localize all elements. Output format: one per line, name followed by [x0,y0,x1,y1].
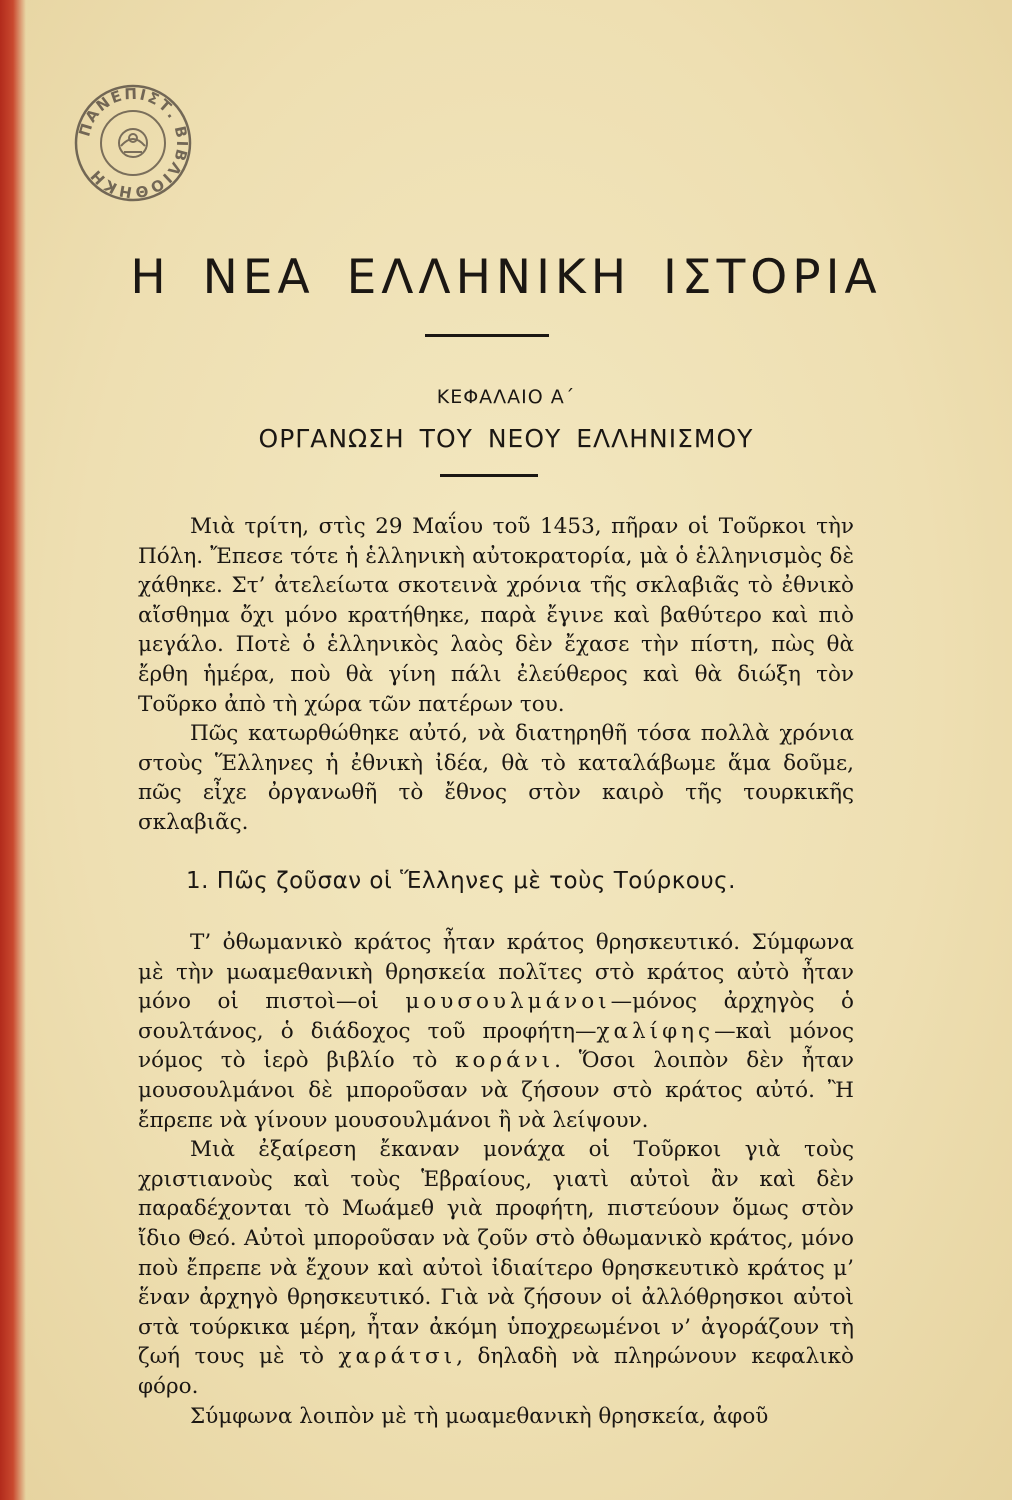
emphasized-term: μουσουλμάνοι [405,989,611,1015]
chapter-title: ΟΡΓΑΝΩΣΗ ΤΟΥ ΝΕΟΥ ΕΛΛΗΝΙΣΜΟΥ [258,424,754,453]
page-edge [0,0,26,1500]
emphasized-term: χαράτσι [338,1344,457,1370]
page-title: Η ΝΕΑ ΕΛΛΗΝΙΚΗ ΙΣΤΟΡΙΑ [130,250,882,305]
library-stamp [72,82,194,204]
title-divider [425,334,549,337]
paragraph: Σύμφωνα λοιπὸν μὲ τὴ μωαμεθανικὴ θρησκεία, ἀφοῦ [190,1403,769,1429]
intro-text [138,512,854,838]
chapter-divider [440,474,538,477]
paragraph: Μιὰ τρίτη, στὶς 29 Μαΐου τοῦ 1453, πῆραν οἱ Τοῦρκοι τὴν Πόλη. Ἔπεσε τότε ἡ ἑλληνικὴ αὐτοκρατορία, μὰ ὁ ἑλληνισμὸς δὲ χάθηκε. Στ’ ἀτελείωτα σκοτεινὰ χρόνια τῆς σκλαβιᾶς τὸ ἐθνικὸ αἴσθημα ὄχι μόνο κρατήθηκε, παρὰ ἔγινε καὶ βαθύτερο καὶ πιὸ μεγάλο. Ποτὲ ὁ ἑλληνικὸς λαὸς δὲν ἔχασε τὴν πίστη, πὼς θὰ ἔρθη ἡμέρα, ποὺ θὰ γίνη πάλι ἐλεύθερος καὶ θὰ διώξη τὸν Τοῦρκο ἀπὸ τὴ χώρα τῶν πατέρων του. [138,514,854,717]
stamp-text: ΠΑΝΕΠΙΣΤ. ΒΙΒΛΙΟΘΗΚΗ [75,84,192,202]
section-text [138,928,854,1431]
chapter-label: ΚΕΦΑΛΑΙΟ Α΄ [436,386,576,408]
paragraph: Τ’ ὀθωμανικὸ κράτος ἦταν κράτος θρησκευτικό. Σύμφωνα μὲ τὴν μωαμεθανικὴ θρησκεία πολῖτες στὸ κράτος αὐτὸ ἦταν μόνο οἱ πιστοὶ—οἱ μουσουλμάνοι—μόνος ἀρχηγὸς ὁ σουλτάνος, ὁ διάδοχος τοῦ προφήτη—χαλίφης—καὶ μόνος νόμος τὸ ἱερὸ βιβλίο τὸ κοράνι. Ὅσοι λοιπὸν δὲν ἦταν μουσουλμάνοι δὲ μποροῦσαν νὰ ζήσουν στὸ κράτος αὐτό. Ἢ ἔπρεπε νὰ γίνουν μουσουλμάνοι ἢ νὰ λείψουν. [138,930,855,1133]
emphasized-term: χαλίφης [596,1018,715,1044]
section-heading: 1. Πῶς ζοῦσαν οἱ Ἕλληνες μὲ τοὺς Τούρκους. [186,868,736,894]
emphasized-term: κοράνι [455,1048,555,1074]
paragraph: Πῶς κατωρθώθηκε αὐτό, νὰ διατηρηθῆ τόσα πολλὰ χρόνια στοὺς Ἕλληνες ἡ ἐθνικὴ ἰδέα, θὰ τὸ καταλάβωμε ἅμα δοῦμε, πῶς εἶχε ὀργανωθῆ τὸ ἔθνος στὸν καιρὸ τῆς τουρκικῆς σκλαβιᾶς. [138,721,854,835]
emblem-icon [119,129,147,157]
paragraph: Μιὰ ἐξαίρεση ἔκαναν μονάχα οἱ Τοῦρκοι γιὰ τοὺς χριστιανοὺς καὶ τοὺς Ἑβραίους, γιατὶ αὐτοὶ ἂν καὶ δὲν παραδέχονται τὸ Μωάμεθ γιὰ προφήτη, πιστεύουν ὅμως στὸν ἴδιο Θεό. Αὐτοὶ μποροῦσαν νὰ ζοῦν στὸ ὀθωμανικὸ κράτος, μόνο ποὺ ἔπρεπε νὰ ἔχουν καὶ αὐτοὶ ἰδιαίτερο θρησκευτικὸ κράτος μ’ ἕναν ἀρχηγὸ θρησκευτικό. Γιὰ νὰ ζήσουν οἱ ἀλλόθρησκοι αὐτοὶ στὰ τούρκικα μέρη, ἦταν ἀκόμη ὑποχρεωμένοι ν’ ἀγοράζουν τὴ ζωή τους μὲ τὸ χαράτσι, δηλαδὴ νὰ πληρώνουν κεφαλικὸ φόρο. [138,1137,854,1399]
